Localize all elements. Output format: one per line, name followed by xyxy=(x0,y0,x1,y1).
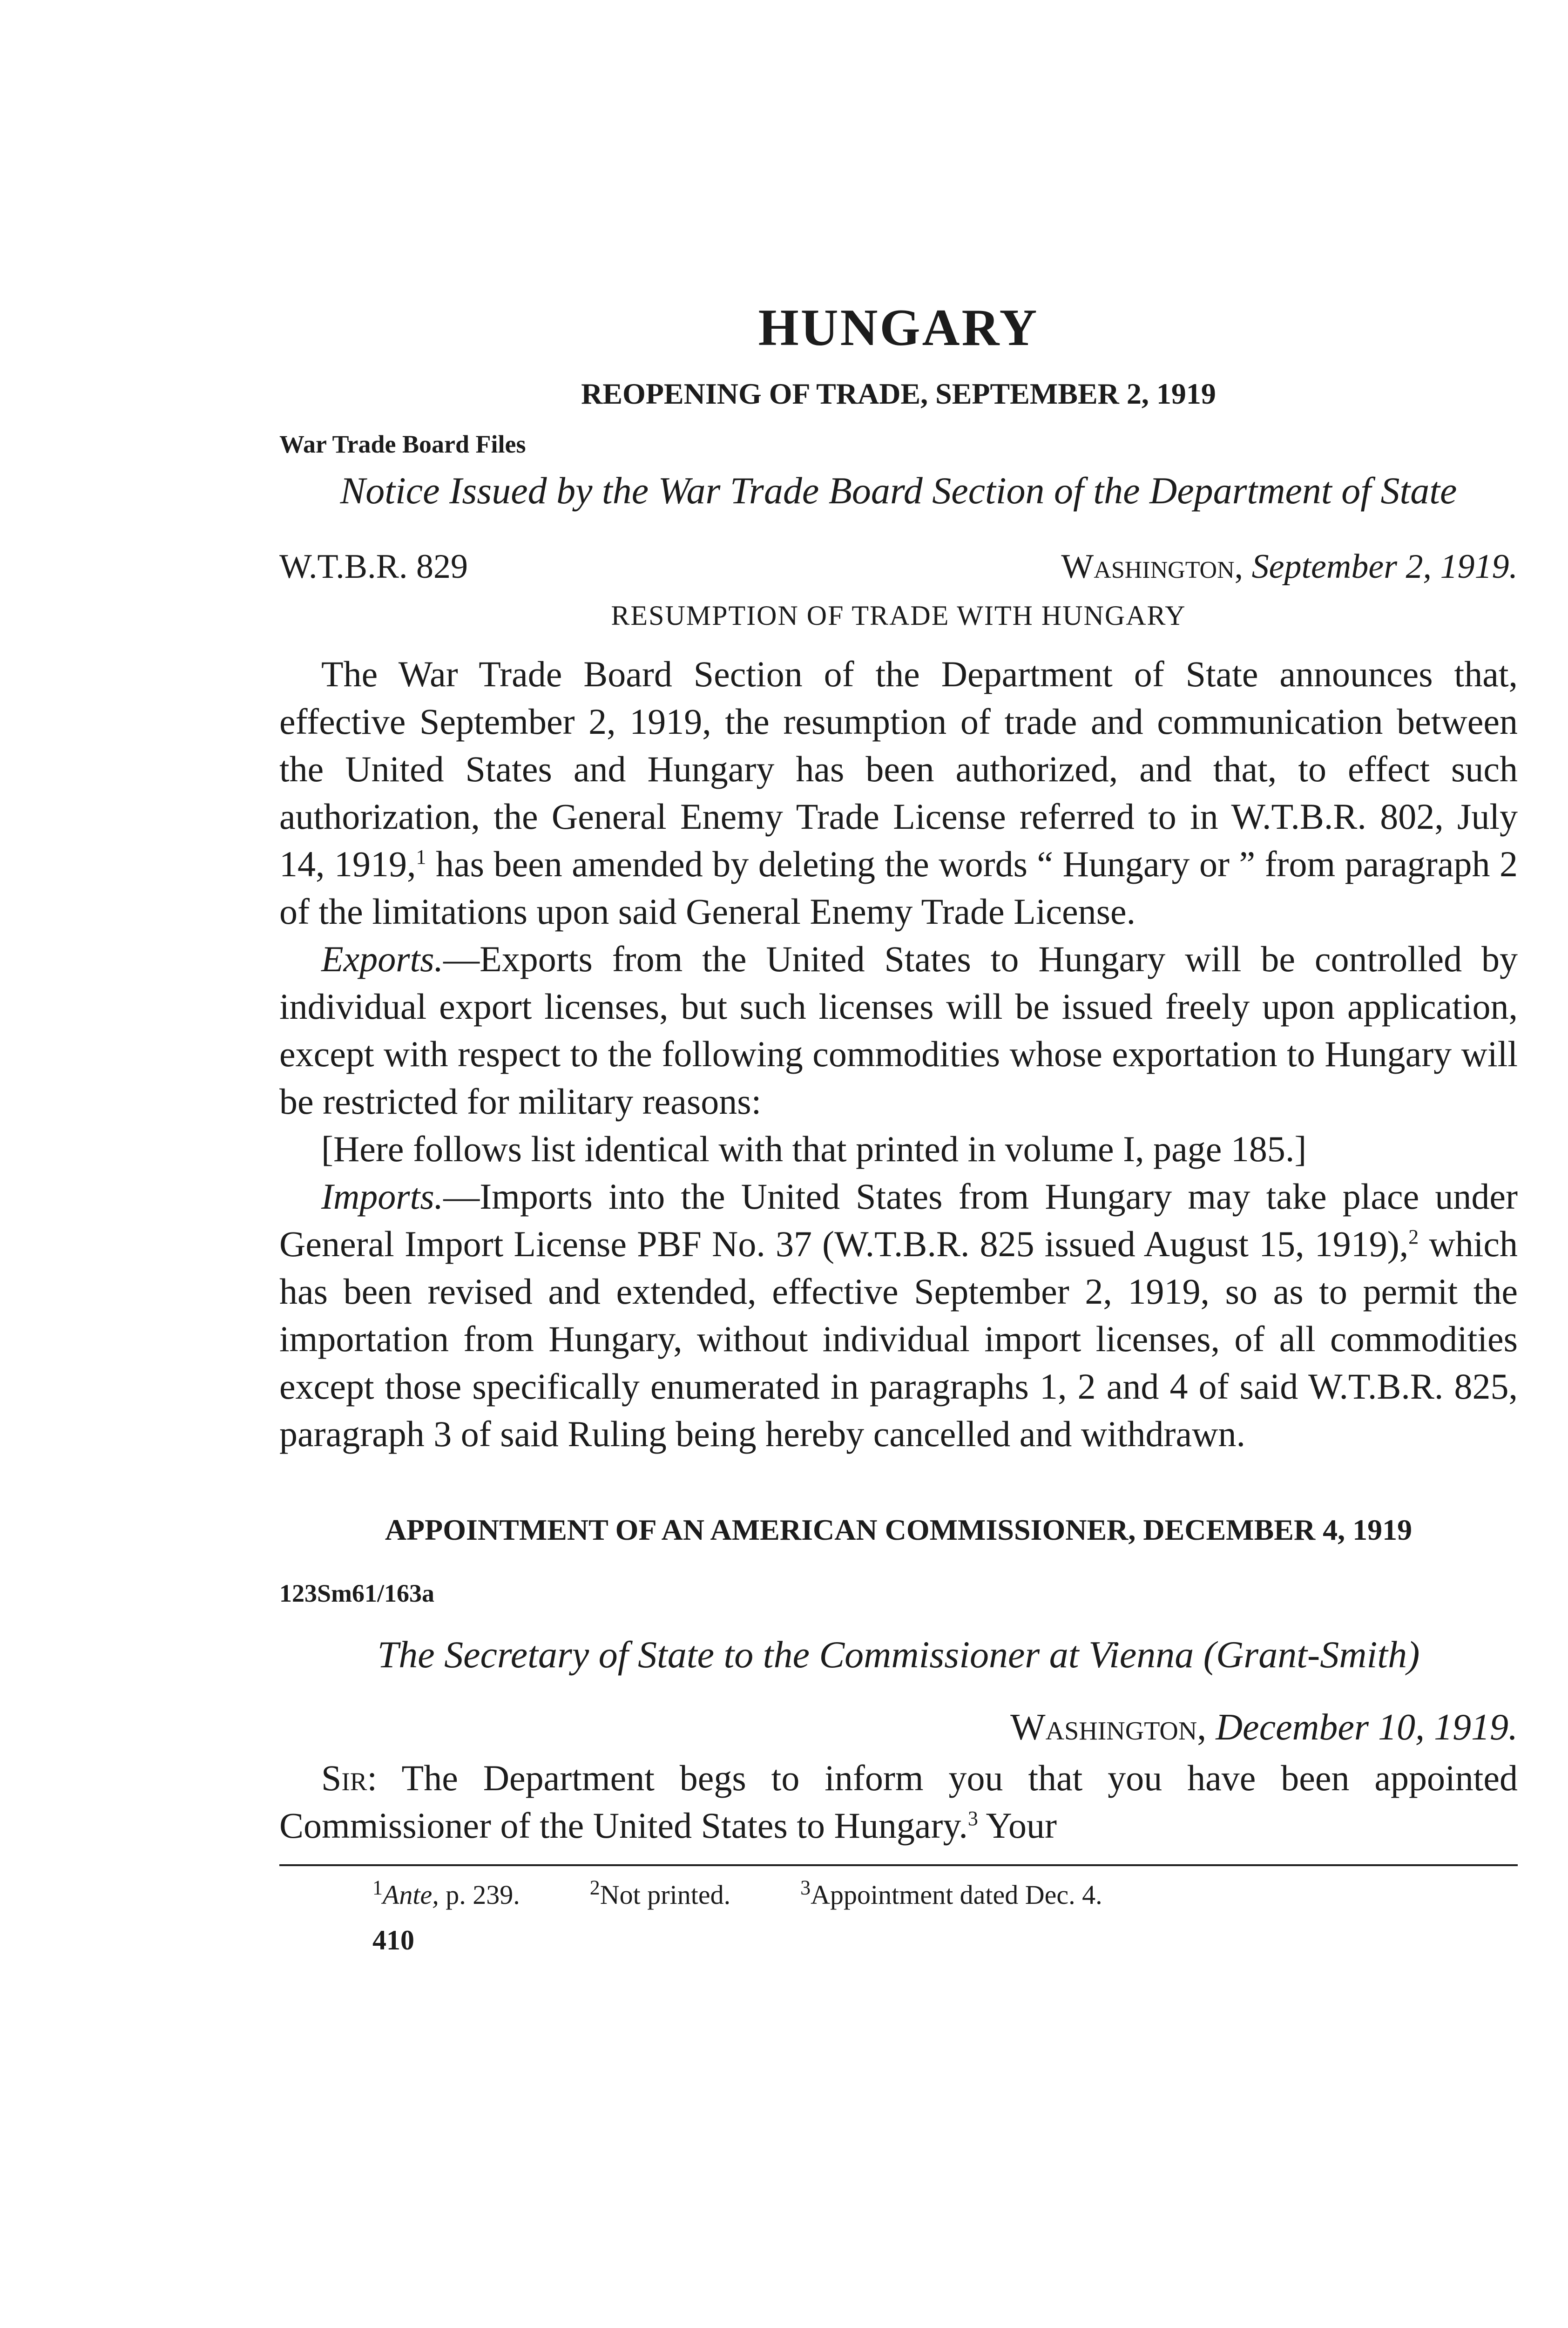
paragraph-text: —Exports from the United States to Hungary will be controlled by individual export licenses, but such licenses will be issued freely upon application, except with respect to the following commodities whose exportation to Hungary will be restricted for military reasons: xyxy=(279,939,1518,1122)
file-reference: War Trade Board Files xyxy=(279,430,526,458)
paragraph-letter-body xyxy=(279,1754,1518,1849)
dateline-place: Washington, xyxy=(1061,548,1244,586)
runin-heading-exports: Exports. xyxy=(321,939,444,979)
country-heading: HUNGARY xyxy=(758,299,1039,357)
salutation: Sir: xyxy=(321,1758,378,1798)
dateline xyxy=(279,1706,1518,1749)
paragraph-imports xyxy=(279,1173,1518,1458)
footnote-2: $^2$Not printed. xyxy=(589,1876,731,1910)
dateline xyxy=(279,547,1518,587)
paragraph-text: Your xyxy=(978,1805,1057,1846)
dateline-date: December 10, 1919. xyxy=(1216,1707,1518,1748)
footnote-1: $^1$Ante, p. 239. xyxy=(372,1876,520,1910)
paragraph-text: has been amended by deleting the words “ Hungary or ” from paragraph 2 of the limitations upon said General Enemy Trade License. xyxy=(279,844,1518,932)
section-heading-reopening-trade: REOPENING OF TRADE, SEPTEMBER 2, 1919 xyxy=(581,377,1216,410)
footnotes xyxy=(279,1876,1518,1910)
section-heading-appointment: APPOINTMENT OF AN AMERICAN COMMISSIONER, DECEMBER 4, 1919 xyxy=(385,1513,1413,1546)
paragraph-text: which has been revised and extended, effective September 2, 1919, so as to permit the importation from Hungary, without individual import licenses, of all commodities except those specifically enumerated in paragraphs 1, 2 and 4 of said W.T.B.R. 825, paragraph 3 of said Ruling being hereby cancelled and withdrawn. xyxy=(279,1224,1518,1454)
ruling-number: W.T.B.R. 829 xyxy=(279,548,468,586)
file-reference: 123Sm61/163a xyxy=(279,1579,435,1607)
place-date xyxy=(1061,547,1518,587)
document-title: The Secretary of State to the Commissioner at Vienna (Grant-Smith) xyxy=(377,1633,1420,1676)
paragraph-text: —Imports into the United States from Hungary may take place under General Import License PBF No. 37 (W.T.B.R. 825 issued August 15, 1919), xyxy=(279,1176,1518,1264)
paragraph-editorial-note: [Here follows list identical with that printed in volume I, page 185.] xyxy=(321,1129,1307,1169)
footnote-marker: 1 xyxy=(416,846,426,868)
page-number: 410 xyxy=(372,1925,414,1956)
notice-subheading: RESUMPTION OF TRADE WITH HUNGARY xyxy=(611,600,1186,631)
document-title: Notice Issued by the War Trade Board Section of the Department of State xyxy=(340,469,1457,512)
document-page xyxy=(279,298,1518,1956)
paragraph-announcement xyxy=(279,650,1518,935)
dateline-place: Washington, xyxy=(1010,1707,1207,1748)
dateline-date: September 2, 1919. xyxy=(1251,548,1518,586)
footnote-marker: 2 xyxy=(1408,1225,1419,1248)
runin-heading-imports: Imports. xyxy=(321,1176,444,1217)
footnote-3: $^3$Appointment dated Dec. 4. xyxy=(800,1876,1102,1910)
paragraph-text: The War Trade Board Section of the Department of State announces that, effective September 2, 1919, the resumption of trade and communication between the United States and Hungary has been authorized, and that, to effect such authorization, the General Enemy Trade License referred to in W.T.B.R. 802, July 14, 1919, xyxy=(279,654,1518,884)
paragraph-exports xyxy=(279,935,1518,1125)
footnote-divider xyxy=(279,1864,1518,1866)
paragraph-text: The Department begs to inform you that you have been appointed Commissioner of the United States to Hungary. xyxy=(279,1758,1518,1846)
footnote-marker: 3 xyxy=(967,1807,978,1830)
